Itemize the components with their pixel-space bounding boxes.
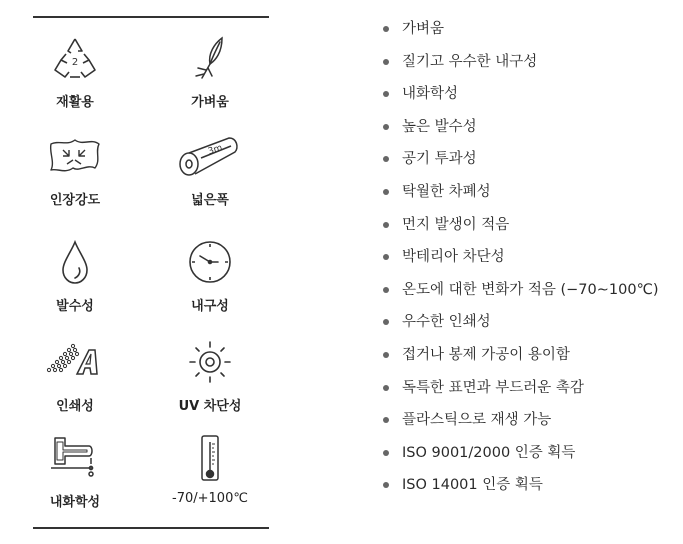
feature-label: -70/+100℃ xyxy=(172,491,248,506)
thermometer-icon xyxy=(160,434,260,482)
list-item: ISO 14001 인증 획득 xyxy=(382,474,659,507)
feature-lightweight xyxy=(160,34,260,110)
feature-label: 가벼움 xyxy=(191,95,229,110)
list-item: 가벼움 xyxy=(382,18,659,51)
stretch-fabric-icon xyxy=(25,132,125,180)
uv-sun-icon xyxy=(160,338,260,386)
list-item: 플라스틱으로 재생 가능 xyxy=(382,409,659,442)
water-drop-icon xyxy=(25,238,125,286)
feature-label: 발수성 xyxy=(56,299,94,314)
list-item: 공기 투과성 xyxy=(382,148,659,181)
feature-tensile xyxy=(25,132,125,208)
list-item: 우수한 인쇄성 xyxy=(382,311,659,344)
feature-printability xyxy=(25,338,125,414)
feature-chemical-resistance xyxy=(25,434,125,510)
feature-uv-protection xyxy=(160,338,260,414)
list-item: 박테리아 차단성 xyxy=(382,246,659,279)
feature-label: 재활용 xyxy=(56,95,94,110)
recycle-number: 2 xyxy=(71,57,79,68)
list-item: 탁월한 차폐성 xyxy=(382,181,659,214)
list-item: 먼지 발생이 적음 xyxy=(382,214,659,247)
recycle-icon xyxy=(25,34,125,82)
feature-label: 내화학성 xyxy=(49,495,101,510)
roll-width-icon xyxy=(160,132,260,180)
feature-durability xyxy=(160,238,260,314)
list-item: 질기고 우수한 내구성 xyxy=(382,51,659,84)
feature-label: 인장강도 xyxy=(49,193,101,208)
list-item: 내화학성 xyxy=(382,83,659,116)
clock-icon xyxy=(160,238,260,286)
roll-width-text: 3m xyxy=(206,143,224,158)
feature-label: UV 차단성 xyxy=(178,399,242,414)
feature-wide-width xyxy=(160,132,260,208)
print-dots-icon xyxy=(25,338,125,386)
list-item: 높은 발수성 xyxy=(382,116,659,149)
list-item: 독특한 표면과 부드러운 촉감 xyxy=(382,377,659,410)
feature-label: 인쇄성 xyxy=(56,399,94,414)
feature-water-repellent xyxy=(25,238,125,314)
chemical-icon xyxy=(25,434,125,482)
feature-label: 넓은폭 xyxy=(191,193,229,208)
list-item: 온도에 대한 변화가 적음 (−70∼100℃) xyxy=(382,279,659,312)
property-list xyxy=(382,18,659,507)
top-divider xyxy=(33,16,269,18)
feature-label: 내구성 xyxy=(191,299,229,314)
bottom-divider xyxy=(33,527,269,529)
list-item: 접거나 봉제 가공이 용이함 xyxy=(382,344,659,377)
feather-icon xyxy=(160,34,260,82)
list-item: ISO 9001/2000 인증 획득 xyxy=(382,442,659,475)
feature-temperature-range xyxy=(160,434,260,506)
feature-recycle xyxy=(25,34,125,110)
